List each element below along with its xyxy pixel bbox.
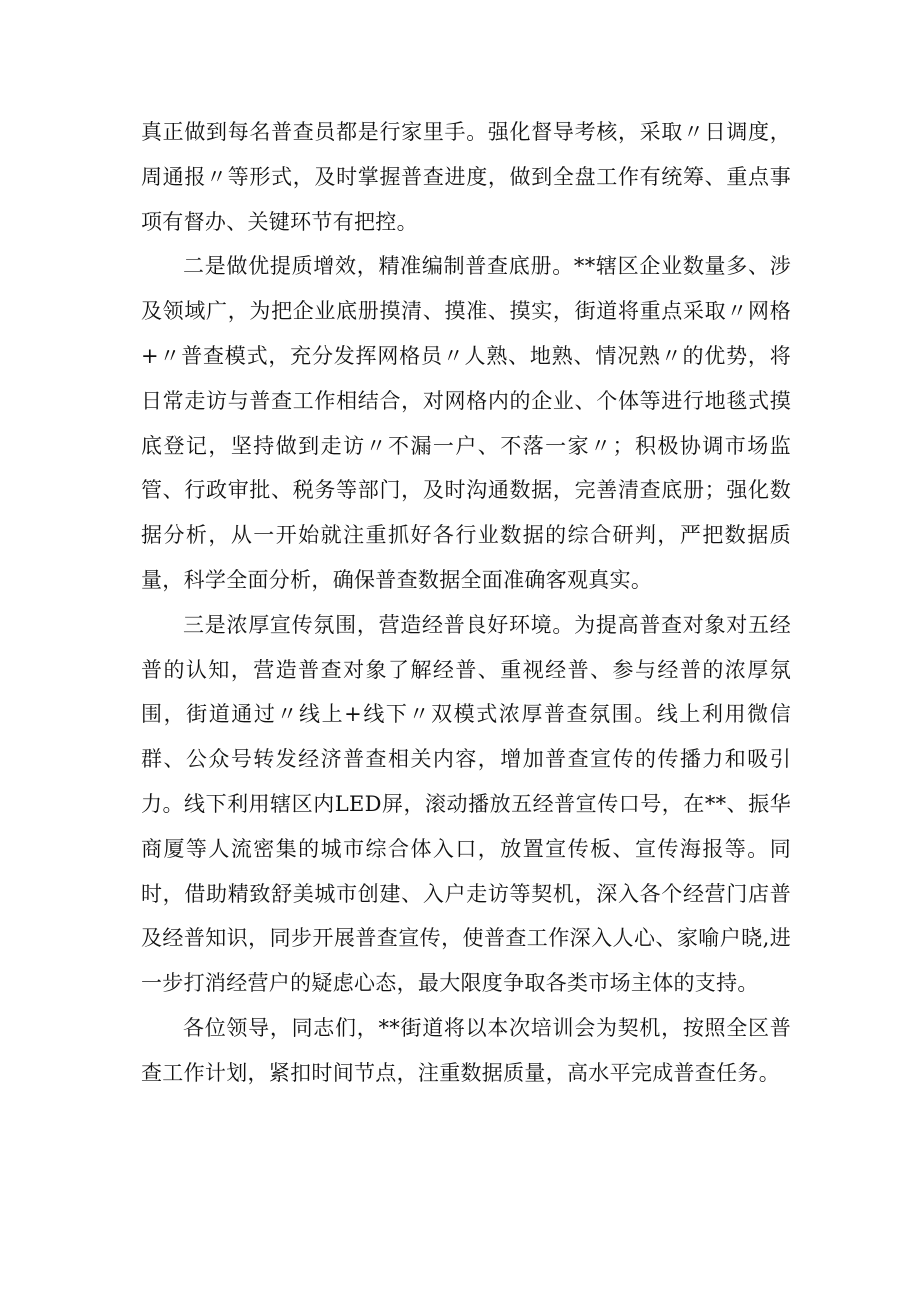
paragraph-continuation: 真正做到每名普查员都是行家里手。强化督导考核，采取〃日调度，周通报〃等形式，及时掌握普查进度，做到全盘工作有统筹、重点事项有督办、关键环节有把控。: [141, 120, 791, 234]
paragraph-closing: 各位领导，同志们，**街道将以本次培训会为契机，按照全区普查工作计划，紧扣时间节点，注重数据质量，高水平完成普查任务。: [141, 1015, 791, 1085]
paragraph-point-three: 三是浓厚宣传氛围，营造经普良好环境。为提高普查对象对五经普的认知，营造普查对象了解经普、重视经普、参与经普的浓厚氛围，街道通过〃线上+线下〃双模式浓厚普查氛围。线上利用微信群、公众号转发经济普查相关内容，增加普查宣传的传播力和吸引力。线下利用辖区内LED屏，滚动播放五经普宣传口号，在**、振华商厦等人流密集的城市综合体入口，放置宣传板、宣传海报等。同时，借助精致舒美城市创建、入户走访等契机，深入各个经营门店普及经普知识，同步开展普查宣传，使普查工作深入人心、家喻户晓,进一步打消经营户的疑虑心态，最大限度争取各类市场主体的支持。: [141, 612, 791, 996]
document-body: [141, 110, 791, 1096]
paragraph-point-two: 二是做优提质增效，精准编制普查底册。**辖区企业数量多、涉及领域广，为把企业底册摸清、摸准、摸实，街道将重点采取〃网格+〃普查模式，充分发挥网格员〃人熟、地熟、情况熟〃的优势，将日常走访与普查工作相结合，对网格内的企业、个体等进行地毯式摸底登记，坚持做到走访〃不漏一户、不落一家〃；积极协调市场监管、行政审批、税务等部门，及时沟通数据，完善清查底册；强化数据分析，从一开始就注重抓好各行业数据的综合研判，严把数据质量，科学全面分析，确保普查数据全面准确客观真实。: [141, 254, 791, 592]
